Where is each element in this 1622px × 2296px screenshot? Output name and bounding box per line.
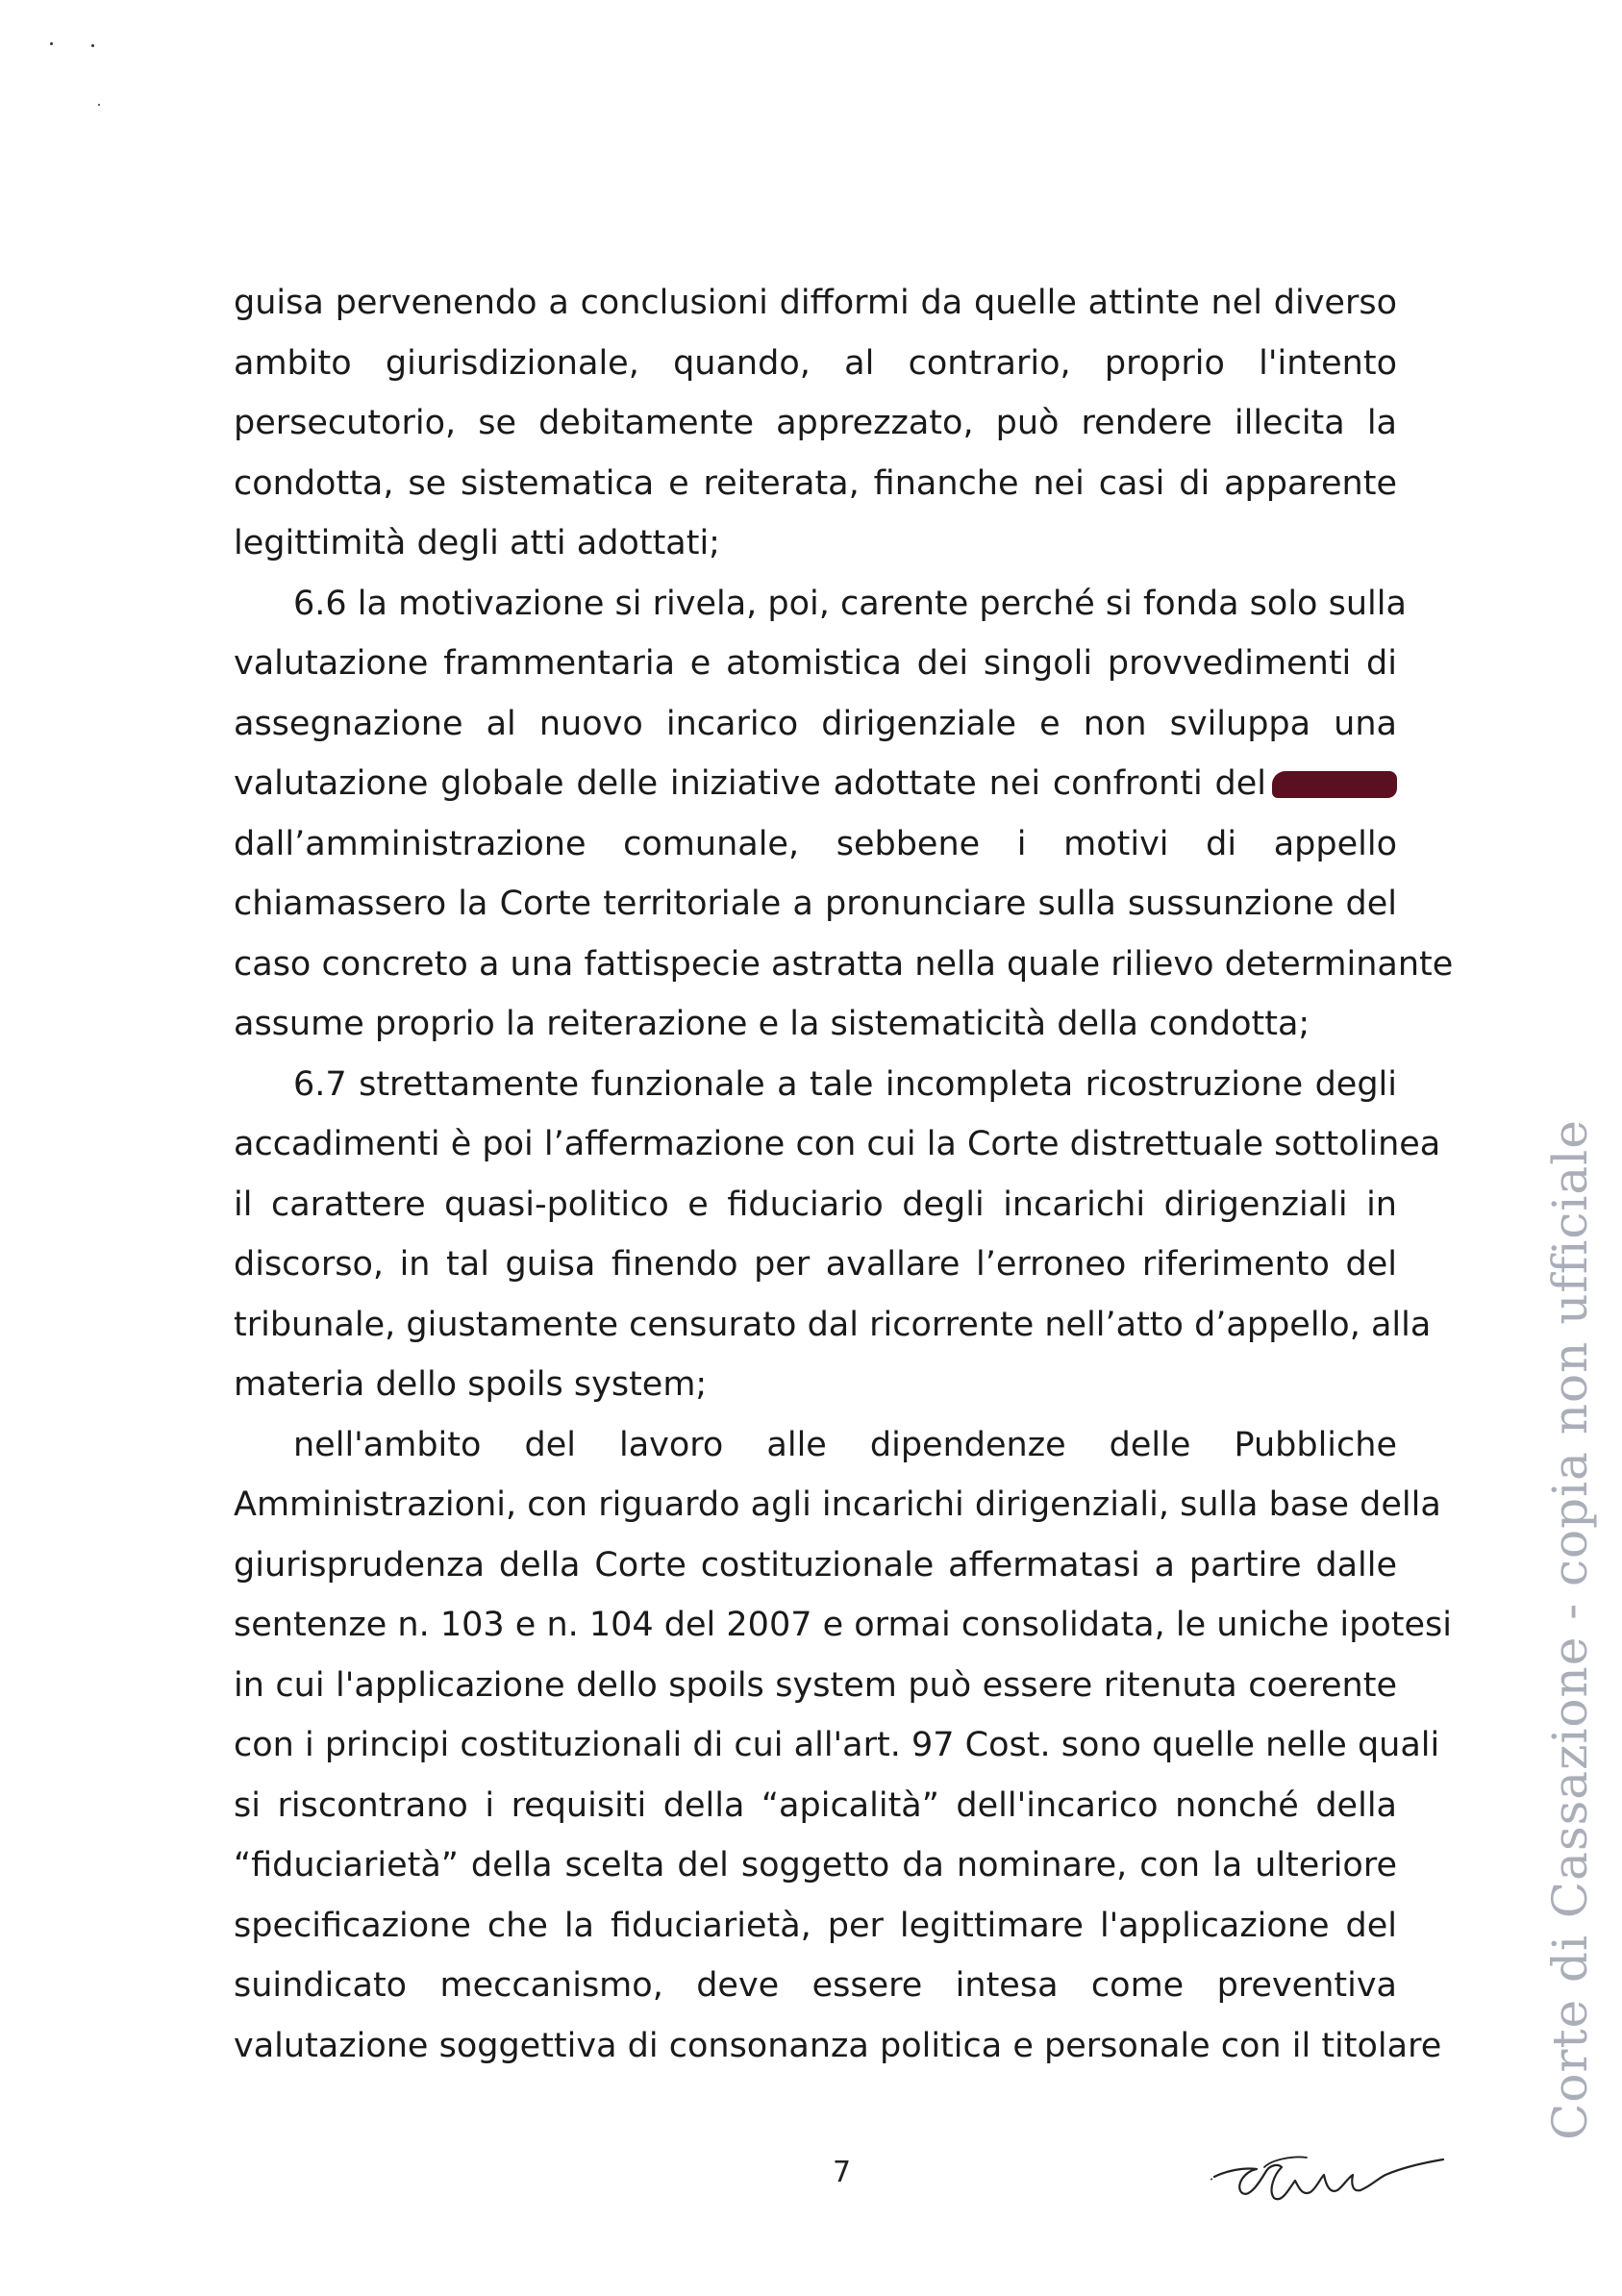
watermark: Corte di Cassazione - copia non ufficiale bbox=[1542, 1119, 1598, 2140]
text-line: con i principi costituzionali di cui all'art. 97 Cost. sono quelle nelle quali bbox=[234, 1726, 1440, 1764]
text-line: in cui l'applicazione dello spoils system può essere ritenuta coerente bbox=[234, 1665, 1397, 1705]
page-number: 7 bbox=[833, 2156, 852, 2189]
text-line: tribunale, giustamente censurato dal ricorrente nell’atto d’appello, alla bbox=[234, 1305, 1432, 1344]
text-line: chiamassero la Corte territoriale a pronunciare sulla sussunzione del bbox=[234, 885, 1397, 923]
text-line: Amministrazioni, con riguardo agli incarichi dirigenziali, sulla base della bbox=[234, 1485, 1441, 1524]
text-line: discorso, in tal guisa finendo per avallare l’erroneo riferimento del bbox=[234, 1245, 1397, 1284]
text-line: specificazione che la fiduciarietà, per legittimare l'applicazione del bbox=[234, 1906, 1397, 1945]
paragraph-6-6-start: 6.6 la motivazione si rivela, poi, carente perché si fonda solo sulla bbox=[293, 584, 1407, 623]
text-line: si riscontrano i requisiti della “apicalità” dell'incarico nonché della bbox=[234, 1785, 1397, 1825]
text-line: ambito giurisdizionale, quando, al contrario, proprio l'intento bbox=[234, 343, 1397, 383]
paragraph-start: nell'ambito del lavoro alle dipendenze delle Pubbliche bbox=[293, 1425, 1397, 1464]
text-fragment: valutazione globale delle iniziative adottate nei confronti del bbox=[234, 764, 1266, 803]
text-line: materia dello spoils system; bbox=[234, 1365, 708, 1404]
text-line: guisa pervenendo a conclusioni difformi da quelle attinte nel diverso bbox=[234, 284, 1397, 322]
text-line: assegnazione al nuovo incarico dirigenziale e non sviluppa una bbox=[234, 704, 1397, 743]
paragraph-6-7-start: 6.7 strettamente funzionale a tale incompleta ricostruzione degli bbox=[293, 1064, 1397, 1104]
text-line: valutazione soggettiva di consonanza politica e personale con il titolare bbox=[234, 2026, 1442, 2065]
scan-speck bbox=[98, 104, 100, 106]
text-line: il carattere quasi-politico e fiduciario degli incarichi dirigenziali in bbox=[234, 1185, 1397, 1224]
body-text bbox=[234, 273, 1454, 2076]
signature-icon bbox=[1207, 2142, 1457, 2219]
text-line: assume proprio la reiterazione e la sistematicità della condotta; bbox=[234, 1005, 1310, 1043]
scan-speck bbox=[50, 42, 53, 45]
text-line-with-redaction bbox=[234, 754, 1397, 814]
text-line: sentenze n. 103 e n. 104 del 2007 e ormai consolidata, le uniche ipotesi bbox=[234, 1606, 1452, 1644]
text-line: “fiduciarietà” della scelta del soggetto da nominare, con la ulteriore bbox=[234, 1846, 1397, 1884]
text-line: giurisprudenza della Corte costituzionale affermatasi a partire dalle bbox=[234, 1545, 1397, 1585]
text-line: condotta, se sistematica e reiterata, finanche nei casi di apparente bbox=[234, 463, 1397, 503]
text-line: suindicato meccanismo, deve essere intesa come preventiva bbox=[234, 1966, 1397, 2005]
text-line: legittimità degli atti adottati; bbox=[234, 524, 720, 562]
text-line: persecutorio, se debitamente apprezzato, può rendere illecita la bbox=[234, 404, 1397, 442]
text-line: dall’amministrazione comunale, sebbene i motivi di appello bbox=[234, 824, 1397, 863]
text-line: valutazione frammentaria e atomistica dei singoli provvedimenti di bbox=[234, 644, 1397, 683]
scan-speck bbox=[91, 44, 94, 47]
text-line: caso concreto a una fattispecie astratta nella quale rilievo determinante bbox=[234, 944, 1454, 984]
redaction-mark bbox=[1272, 771, 1397, 798]
text-line: accadimenti è poi l’affermazione con cui la Corte distrettuale sottolinea bbox=[234, 1125, 1441, 1163]
